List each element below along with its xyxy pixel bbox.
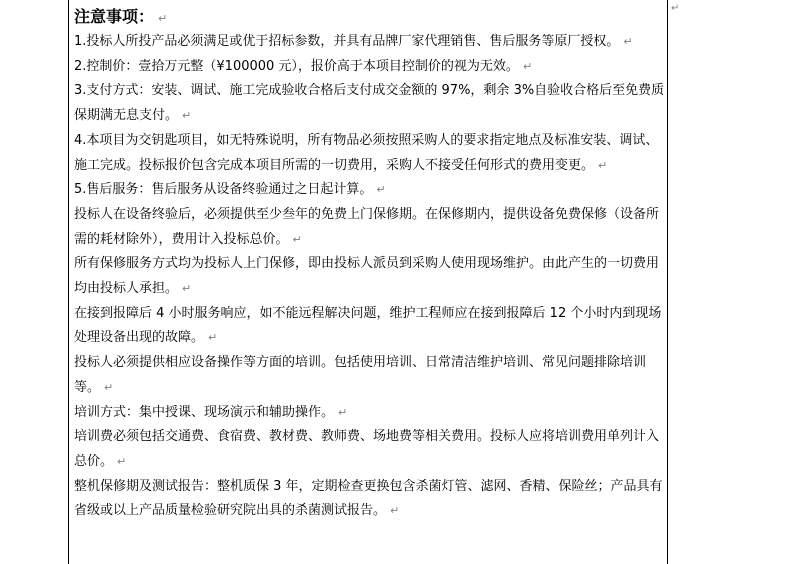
warranty-and-test-report	[74, 475, 666, 524]
paragraph-mark: ↵	[104, 380, 114, 394]
notice-heading	[74, 5, 666, 30]
paragraph-mark: ↵	[390, 504, 400, 518]
notice-item-1	[74, 30, 666, 55]
paragraph-mark: ↵	[117, 454, 127, 468]
notice-heading-text: 注意事项：	[74, 7, 155, 26]
paragraph-mark: ↵	[376, 183, 386, 197]
paragraph-mark: ↵	[208, 331, 218, 345]
notice-item-text: 4.本项目为交钥匙项目，如无特殊说明，所有物品必须按照采购人的要求指定地点及标准安装、调试、施工完成。投标报价包含完成本项目所需的一切费用，采购人不接受任何形式的费用变更。	[74, 132, 659, 173]
paragraph-mark: ↵	[598, 158, 608, 172]
paragraph-mark: ↵	[338, 405, 348, 419]
table-cell-right-border	[667, 0, 668, 564]
after-sales-onsite-service	[74, 252, 666, 301]
notice-item-text: 投标人在设备终验后，必须提供至少叁年的免费上门保修期。在保修期内，提供设备免费保修（设备所需的耗材除外），费用计入投标总价。	[74, 206, 660, 247]
notice-item-2	[74, 55, 666, 80]
after-sales-response-time	[74, 302, 666, 351]
paragraph-mark: ↵	[182, 109, 192, 123]
training-method	[74, 401, 666, 426]
notice-item-text: 所有保修服务方式均为投标人上门保修，即由投标人派员到采购人使用现场维护。由此产生的一切费用均由投标人承担。	[74, 256, 660, 297]
notice-item-text: 2.控制价：壹拾万元整（¥100000 元），报价高于本项目控制价的视为无效。	[74, 58, 519, 74]
paragraph-mark: ↵	[182, 282, 192, 296]
paragraph-mark: ↵	[158, 12, 168, 25]
notice-item-3	[74, 79, 666, 128]
notice-section	[74, 5, 666, 524]
notice-item-text: 培训方式：集中授课、现场演示和辅助操作。	[74, 404, 335, 420]
notice-item-text: 整机保修期及测试报告：整机质保 3 年，定期检查更换包含杀菌灯管、滤网、香精、保险丝；产品具有省级或以上产品质量检验研究院出具的杀菌测试报告。	[74, 478, 663, 519]
notice-item-text: 1.投标人所投产品必须满足或优于招标参数，并具有品牌厂家代理销售、售后服务等原厂授权。	[74, 34, 620, 49]
notice-item-text: 投标人必须提供相应设备操作等方面的培训。包括使用培训、日常清洁维护培训、常见问题排除培训等。	[74, 355, 647, 395]
paragraph-mark: ↵	[623, 35, 633, 48]
cell-end-mark: ↵	[671, 3, 680, 14]
notice-item-text: 5.售后服务：售后服务从设备终验通过之日起计算。	[74, 182, 373, 198]
after-sales-warranty-period	[74, 203, 666, 252]
paragraph-mark: ↵	[522, 59, 533, 73]
notice-item-5	[74, 178, 666, 203]
table-cell-left-border	[68, 0, 69, 564]
paragraph-mark: ↵	[292, 232, 302, 246]
notice-item-text: 在接到报障后 4 小时服务响应，如不能远程解决问题，维护工程师应在接到报障后 12 个小时内到现场处理设备出现的故障。	[74, 305, 662, 346]
training-fee	[74, 425, 666, 474]
training-requirement	[74, 351, 666, 400]
notice-item-text: 3.支付方式：安装、调试、施工完成验收合格后支付成交金额的 97%，剩余 3%自验收合格后至免费质保期满无息支付。	[74, 83, 665, 124]
notice-item-4	[74, 129, 666, 178]
notice-item-text: 培训费必须包括交通费、食宿费、教材费、教师费、场地费等相关费用。投标人应将培训费用单列计入总价。	[74, 429, 660, 469]
